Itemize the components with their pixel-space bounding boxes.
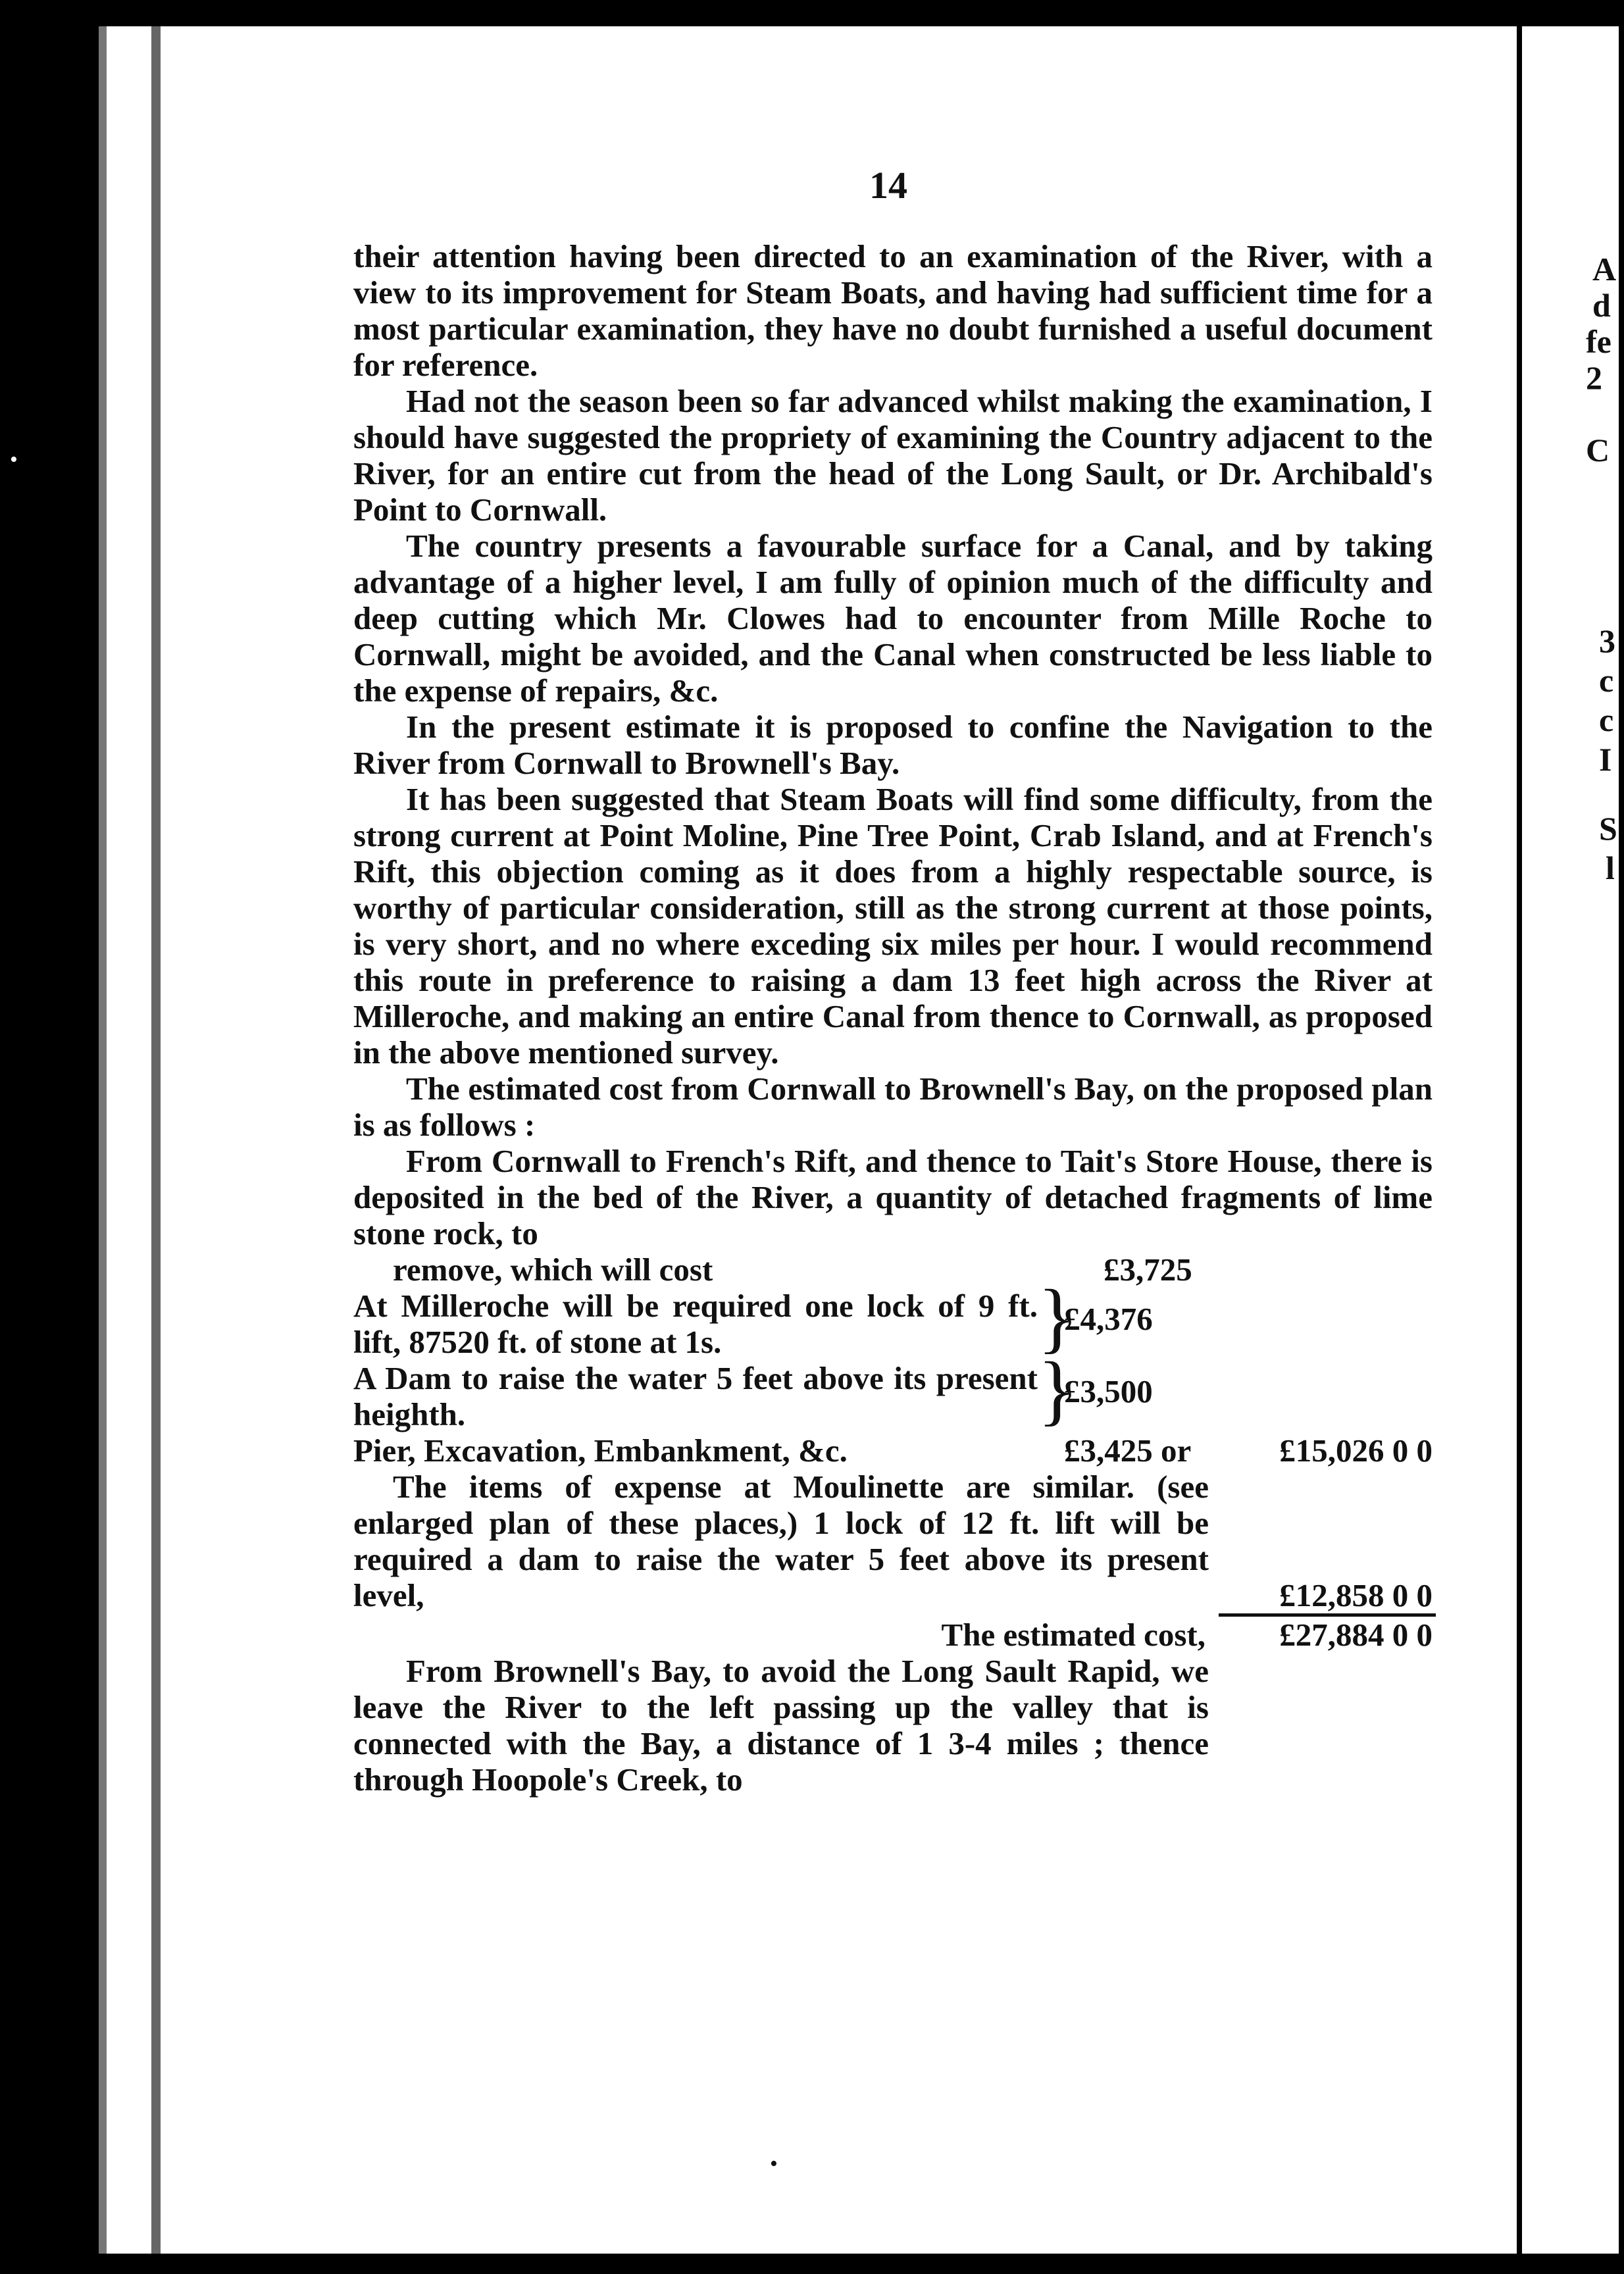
estimated-cost-label: The estimated cost, [941,1617,1205,1653]
facing-page-char: fe [1586,323,1611,360]
body-text [353,238,1433,1798]
brace: } [1038,1273,1076,1361]
paragraph-2: Had not the season been so far advanced whilst making the examination, I should have suggested the propriety of examining the Country adjacent to the River, for an entire cut from the head of the Long Sault, or Dr. Archibald's Point to Cornwall. [353,383,1433,528]
page-left-edge-shadow [151,26,161,2254]
facing-page-char: I [1599,741,1612,778]
closing-paragraph: From Brownell's Bay, to avoid the Long Sault Rapid, we leave the River to the left passing up the valley that is connected with the Bay, a distance of 1 3-4 miles ; thence through Hoopole's Creek, to [353,1653,1209,1798]
facing-page-char: c [1599,701,1614,738]
paragraph-6: The estimated cost from Cornwall to Brownell's Bay, on the proposed plan is as follows : [353,1071,1433,1143]
estimate-amount: £3,500 [1064,1373,1153,1409]
paragraph-3: The country presents a favourable surface for a Canal, and by taking advantage of a higher level, I am fully of opinion much of the difficulty and deep cutting which Mr. Clowes had to encounter from Mille Roche to Cornwall, might be avoided, and the Canal when constructed be less liable to the expense of repairs, &c. [353,528,1433,709]
facing-page-char: 2 [1586,359,1602,396]
estimate-table [353,1251,1433,1469]
facing-page-char: l [1606,849,1615,886]
moulinette-text: The items of expense at Moulinette are similar. (see enlarged plan of these places,) 1 lock of 12 ft. lift will be required a dam to raise the water 5 feet above its present level, [353,1469,1209,1613]
facing-page-char: S [1599,810,1617,847]
scan-speck: • [10,447,18,472]
facing-page-char: d [1592,287,1611,324]
scan-speck: • [770,2152,778,2176]
gutter-rule [1517,0,1522,2274]
estimate-amount: £3,425 or [1064,1432,1192,1469]
estimate-desc: At Milleroche will be required one lock of 9 ft. lift, 87520 ft. of stone at 1s. [353,1288,1038,1360]
moulinette-row [353,1469,1433,1613]
estimated-cost-value: £27,884 0 0 [1279,1617,1433,1653]
estimate-total: £15,026 0 0 [1279,1432,1433,1469]
paragraph-5: It has been suggested that Steam Boats will find some difficulty, from the strong current at Point Moline, Pine Tree Point, Crab Island, and at French's Rift, this objection coming as it does from a highly respectable source, is worthy of particular consideration, still as the strong current at those points, is very short, and no where exceding six miles per hour. I would recommend this route in preference to raising a dam 13 feet high across the River at Milleroche, and making an entire Canal from thence to Cornwall, as proposed in the above mentioned survey. [353,781,1433,1071]
estimate-row [353,1346,1433,1433]
brace: } [1038,1346,1076,1433]
estimate-row [353,1273,1433,1361]
facing-page-char: 3 [1599,622,1615,659]
estimate-amount: £4,376 [1064,1301,1153,1337]
page-number: 14 [869,164,907,207]
estimate-row [353,1251,1433,1288]
estimated-cost-row [353,1617,1433,1653]
moulinette-total: £12,858 0 0 [1279,1577,1433,1613]
estimate-amount: £3,725 [1104,1251,1192,1288]
estimate-desc: Pier, Excavation, Embankment, &c. [353,1432,848,1469]
paragraph-4: In the present estimate it is proposed to confine the Navigation to the River from Cornwall to Brownell's Bay. [353,709,1433,781]
facing-page-char: c [1599,662,1614,699]
facing-page-char: C [1586,432,1610,468]
estimate-desc: A Dam to raise the water 5 feet above its present heighth. [353,1360,1038,1432]
paragraph-1: their attention having been directed to an examination of the River, with a view to its improvement for Steam Boats, and having had sufficient time for a most particular examination, they have no doubt furnished a useful document for reference. [353,238,1433,383]
facing-page-char: A [1592,251,1617,288]
estimate-desc: remove, which will cost [393,1251,713,1288]
paragraph-7: From Cornwall to French's Rift, and thence to Tait's Store House, there is deposited in the bed of the River, a quantity of detached fragments of lime stone rock, to [353,1143,1433,1251]
estimate-row [353,1432,1433,1469]
